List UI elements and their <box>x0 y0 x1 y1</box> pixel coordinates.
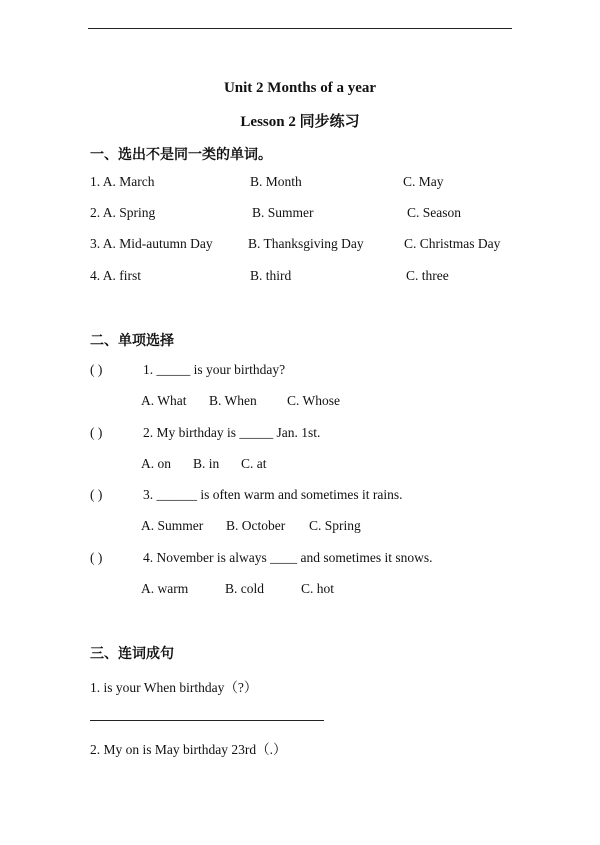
s2-q4-option-a: A. warm <box>141 581 189 596</box>
s1-row4-option-c: C. three <box>406 268 449 283</box>
s2-q3-option-a: A. Summer <box>141 518 204 533</box>
s1-row1-option-b: B. Month <box>250 174 302 189</box>
s2-q2-option-c: C. at <box>241 456 267 471</box>
s2-q3-option-b: B. October <box>226 518 286 533</box>
s1-row1-option-a: 1. A. March <box>90 174 155 189</box>
s2-question-3: 3. ______ is often warm and sometimes it rains. <box>143 487 403 502</box>
s1-row3-option-a: 3. A. Mid-autumn Day <box>90 236 213 251</box>
s1-row2-option-b: B. Summer <box>252 205 314 220</box>
top-rule <box>88 28 512 29</box>
answer-blank: ( ) <box>90 425 103 440</box>
s1-row3-option-c: C. Christmas Day <box>404 236 501 251</box>
s2-q1-option-b: B. When <box>209 393 257 408</box>
lesson-subtitle: Lesson 2 同步练习 <box>240 114 360 130</box>
s1-row2-option-a: 2. A. Spring <box>90 205 156 220</box>
s1-row4-option-b: B. third <box>250 268 292 283</box>
s1-row2-option-c: C. Season <box>407 205 461 220</box>
section2-heading: 二、单项选择 <box>90 333 174 349</box>
page-title: Unit 2 Months of a year <box>223 80 377 96</box>
s2-question-2: 2. My birthday is _____ Jan. 1st. <box>143 425 321 440</box>
answer-line <box>90 720 324 721</box>
s3-item-2: 2. My on is May birthday 23rd（.） <box>90 742 287 757</box>
s2-q2-option-a: A. on <box>141 456 171 471</box>
answer-blank: ( ) <box>90 487 103 502</box>
s1-row3-option-b: B. Thanksgiving Day <box>248 236 364 251</box>
s2-q4-option-c: C. hot <box>301 581 335 596</box>
s1-row4-option-a: 4. A. first <box>90 268 142 283</box>
s3-item-1: 1. is your When birthday（?） <box>90 680 258 695</box>
answer-blank: ( ) <box>90 362 103 377</box>
s2-q1-option-c: C. Whose <box>287 393 340 408</box>
s2-q1-option-a: A. What <box>141 393 187 408</box>
section3-heading: 三、连词成句 <box>90 646 174 662</box>
section1-heading: 一、选出不是同一类的单词。 <box>90 147 272 163</box>
s2-question-1: 1. _____ is your birthday? <box>143 362 286 377</box>
answer-blank: ( ) <box>90 550 103 565</box>
s2-q4-option-b: B. cold <box>225 581 264 596</box>
s2-q3-option-c: C. Spring <box>309 518 361 533</box>
s1-row1-option-c: C. May <box>403 174 444 189</box>
s2-question-4: 4. November is always ____ and sometimes it snows. <box>143 550 433 565</box>
s2-q2-option-b: B. in <box>193 456 220 471</box>
